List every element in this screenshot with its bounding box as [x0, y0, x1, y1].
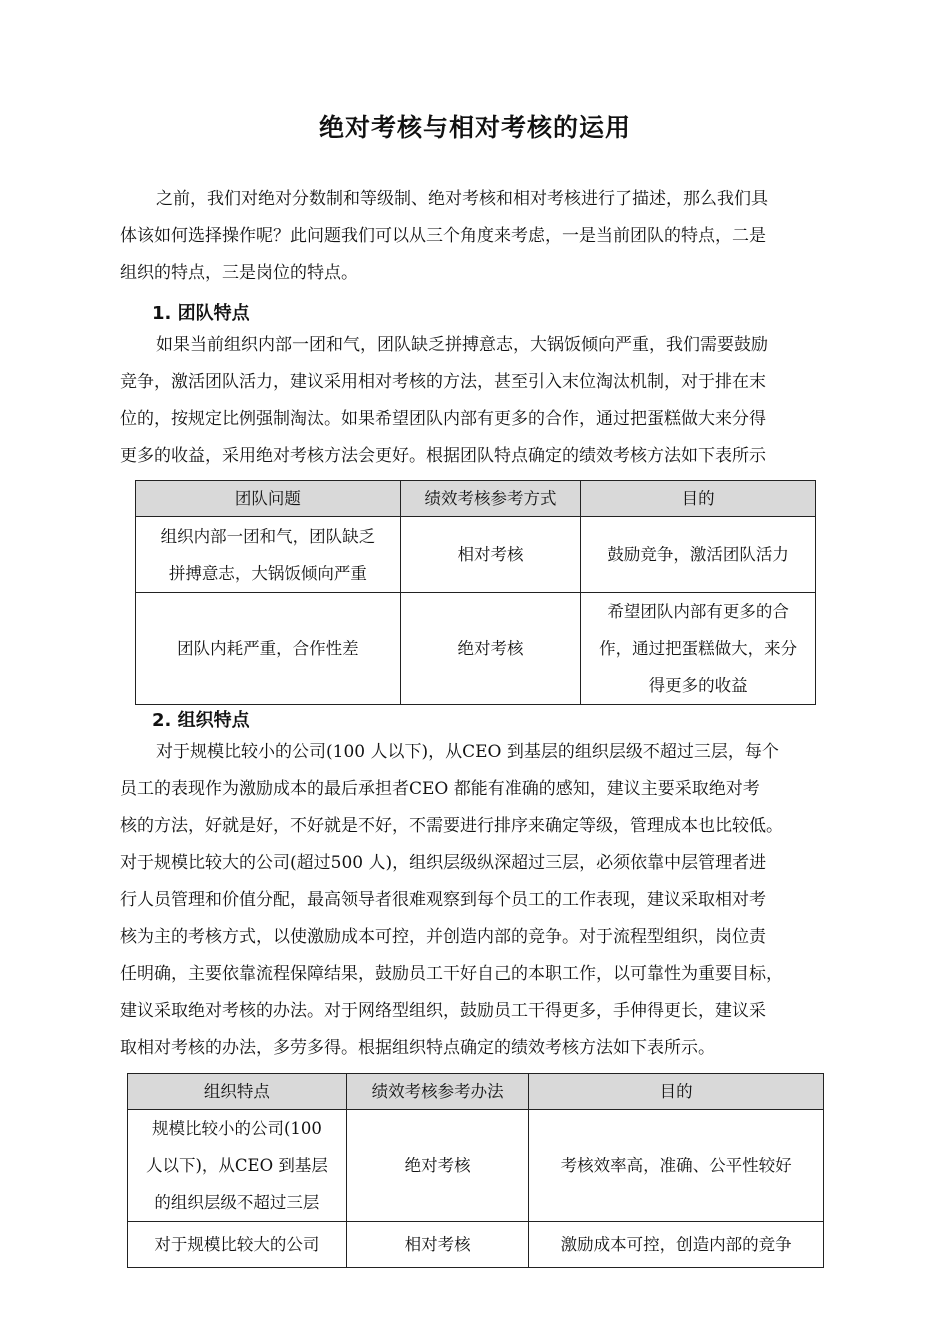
table-cell — [529, 1222, 824, 1268]
table-header-cell: 目的 — [529, 1074, 824, 1110]
cell-text: 相对考核 — [404, 1235, 471, 1254]
cell-text: 作，通过把蛋糕做大，来分 — [599, 639, 798, 658]
cell-text: 鼓励竞争，激活团队活力 — [607, 545, 789, 564]
paragraph-line: 体该如何选择操作呢？此问题我们可以从三个角度来考虑，一是当前团队的特点，二是 — [120, 226, 766, 246]
paragraph-line: 如果当前组织内部一团和气，团队缺乏拼搏意志，大锅饭倾向严重，我们需要鼓励 — [156, 335, 768, 355]
page-title: 绝对考核与相对考核的运用 — [318, 113, 631, 142]
paragraph-line: 员工的表现作为激励成本的最后承担者CEO 都能有准确的感知，建议主要采取绝对考 — [120, 779, 760, 799]
cell-text: 拼搏意志，大锅饭倾向严重 — [168, 563, 367, 583]
paragraph-line: 之前，我们对绝对分数制和等级制、绝对考核和相对考核进行了描述，那么我们具 — [156, 189, 768, 209]
cell-text: 规模比较小的公司(100 — [151, 1119, 322, 1138]
paragraph-line: 核为主的考核方式，以使激励成本可控，并创造内部的竞争。对于流程型组织，岗位责 — [120, 927, 766, 947]
table-cell — [400, 517, 580, 593]
table-row — [136, 593, 816, 705]
section-heading: 1. 团队特点 — [152, 303, 250, 324]
paragraph-line: 对于规模比较大的公司(超过500 人)，组织层级纵深超过三层，必须依靠中层管理者进 — [120, 853, 767, 873]
paragraph-line: 任明确，主要依靠流程保障结果，鼓励员工干好自己的本职工作，以可靠性为重要目标， — [120, 964, 783, 984]
table-row — [128, 1110, 824, 1222]
cell-text: 绝对考核 — [457, 639, 524, 658]
table-header-cell: 团队问题 — [136, 481, 401, 517]
table-cell — [581, 593, 816, 705]
paragraph-line: 行人员管理和价值分配，最高领导者很难观察到每个员工的工作表现，建议采取相对考 — [120, 890, 766, 910]
table-cell — [136, 593, 401, 705]
table-header-cell: 组织特点 — [128, 1074, 347, 1110]
cell-text: 人以下)，从CEO 到基层 — [145, 1156, 328, 1175]
paragraph-line: 取相对考核的办法，多劳多得。根据组织特点确定的绩效考核方法如下表所示。 — [120, 1038, 715, 1058]
table-header-row — [128, 1074, 824, 1110]
table-row — [136, 517, 816, 593]
cell-text: 团队内耗严重，合作性差 — [177, 639, 359, 658]
cell-text: 相对考核 — [457, 545, 524, 564]
paragraph-line: 核的方法，好就是好，不好就是不好，不需要进行排序来确定等级，管理成本也比较低。 — [120, 816, 783, 836]
cell-text: 得更多的收益 — [648, 676, 748, 695]
table-row — [128, 1222, 824, 1268]
section-heading: 2. 组织特点 — [152, 710, 250, 731]
table-header-cell: 目的 — [581, 481, 816, 517]
section2-paragraph — [120, 734, 834, 1067]
cell-text: 考核效率高，准确、公平性较好 — [560, 1156, 792, 1175]
table-cell — [128, 1222, 347, 1268]
cell-text: 希望团队内部有更多的合 — [607, 602, 789, 621]
table-cell — [400, 593, 580, 705]
paragraph-line: 竞争，激活团队活力，建议采用相对考核的方法，甚至引入末位淘汰机制，对于排在末 — [120, 372, 766, 392]
paragraph-line: 组织的特点，三是岗位的特点。 — [120, 263, 358, 283]
section1-paragraph — [120, 327, 834, 475]
intro-paragraph — [120, 181, 834, 292]
cell-text: 绝对考核 — [404, 1156, 471, 1175]
table-cell — [346, 1110, 528, 1222]
cell-text: 组织内部一团和气，团队缺乏 — [160, 526, 376, 546]
table-header-row — [136, 481, 816, 517]
cell-text: 的组织层级不超过三层 — [154, 1193, 320, 1212]
team-table — [135, 480, 816, 705]
table-header-cell: 绩效考核参考方式 — [400, 481, 580, 517]
paragraph-line: 建议采取绝对考核的办法。对于网络型组织，鼓励员工干得更多，手伸得更长，建议采 — [120, 1001, 766, 1021]
table-cell — [581, 517, 816, 593]
table-cell — [136, 517, 401, 593]
table-cell — [529, 1110, 824, 1222]
paragraph-line: 位的，按规定比例强制淘汰。如果希望团队内部有更多的合作，通过把蛋糕做大来分得 — [120, 409, 766, 429]
paragraph-line: 对于规模比较小的公司(100 人以下)，从CEO 到基层的组织层级不超过三层，每个 — [156, 742, 779, 762]
table-cell — [128, 1110, 347, 1222]
table-header-cell: 绩效考核参考办法 — [346, 1074, 528, 1110]
cell-text: 激励成本可控，创造内部的竞争 — [560, 1235, 792, 1254]
cell-text: 对于规模比较大的公司 — [154, 1235, 320, 1254]
paragraph-line: 更多的收益，采用绝对考核方法会更好。根据团队特点确定的绩效考核方法如下表所示 — [120, 446, 766, 466]
organization-table — [127, 1073, 824, 1268]
table-cell — [346, 1222, 528, 1268]
